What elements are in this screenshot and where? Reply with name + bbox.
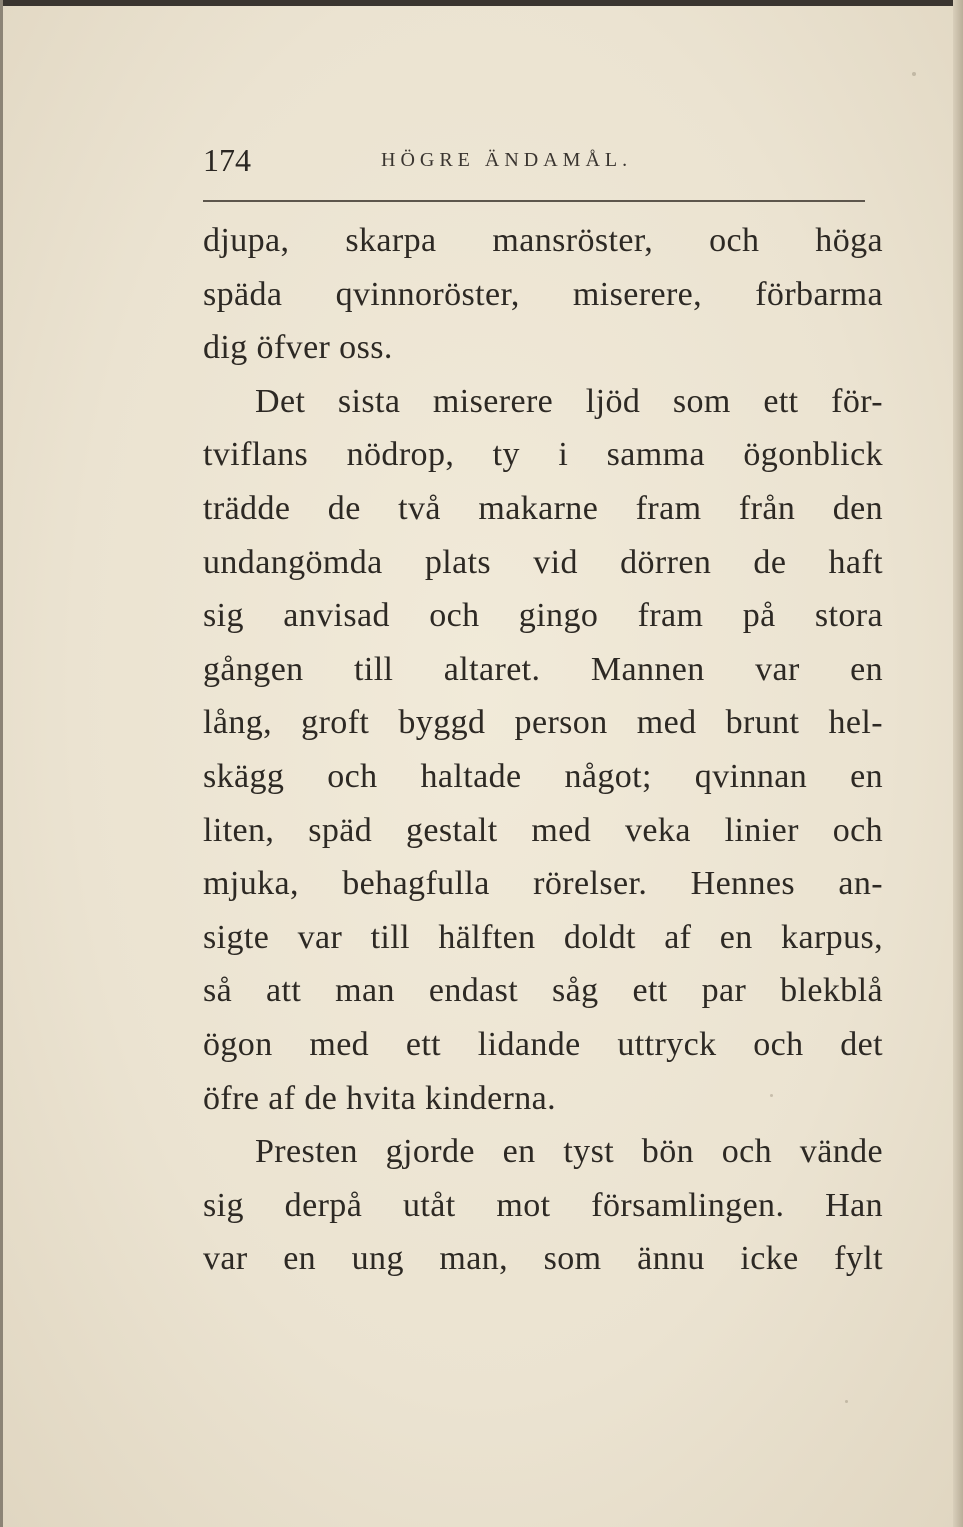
page-right-edge — [953, 0, 963, 1527]
page-header — [203, 140, 868, 180]
text-line: så att man endast såg ett par blekblå — [203, 972, 883, 1010]
text-line: gången till altaret. Mannen var en — [203, 650, 883, 688]
text-line: Presten gjorde en tyst bön och vände — [255, 1133, 883, 1171]
text-line: sigte var till hälften doldt af en karpus, — [203, 918, 883, 956]
text-line: ögon med ett lidande uttryck och det — [203, 1025, 883, 1063]
text-line: var en ung man, som ännu icke fylt — [203, 1240, 883, 1278]
text-line: liten, späd gestalt med veka linier och — [203, 811, 883, 849]
paper-speck — [912, 72, 916, 76]
header-rule — [203, 200, 865, 202]
paper-speck — [770, 1094, 773, 1097]
text-line: späda qvinnoröster, miserere, förbarma — [203, 275, 883, 313]
body-text — [203, 214, 883, 1286]
page-left-edge — [0, 0, 3, 1527]
text-line: lång, groft byggd person med brunt hel- — [203, 704, 883, 742]
text-line: undangömda plats vid dörren de haft — [203, 543, 883, 581]
text-line: Det sista miserere ljöd som ett för- — [255, 382, 883, 420]
text-line: sig derpå utåt mot församlingen. Han — [203, 1186, 883, 1224]
text-line: sig anvisad och gingo fram på stora — [203, 597, 883, 635]
running-head: HÖGRE ÄNDAMÅL. — [381, 149, 633, 171]
page-top-edge — [0, 0, 963, 6]
paper-speck — [845, 1400, 848, 1403]
text-line: tviflans nödrop, ty i samma ögonblick — [203, 436, 883, 474]
text-line: trädde de två makarne fram från den — [203, 489, 883, 527]
text-line: skägg och haltade något; qvinnan en — [203, 757, 883, 795]
page-number: 174 — [203, 142, 251, 178]
text-line: öfre af de hvita kinderna. — [203, 1079, 557, 1117]
text-line: dig öfver oss. — [203, 329, 393, 367]
text-line: mjuka, behagfulla rörelser. Hennes an- — [203, 865, 883, 903]
text-line: djupa, skarpa mansröster, och höga — [203, 222, 883, 259]
